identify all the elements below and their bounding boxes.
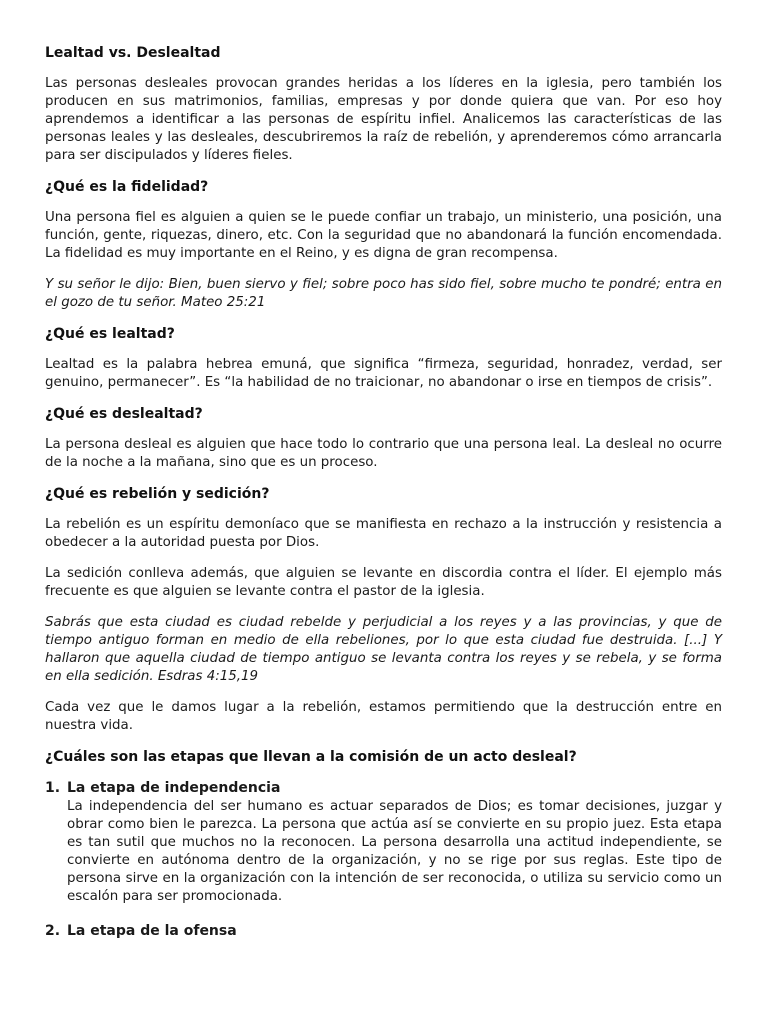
paragraph: La persona desleal es alguien que hace todo lo contrario que una persona leal. La desleal no ocurre de la noche a la mañana, sino que es un proceso. bbox=[45, 437, 722, 470]
stages-list bbox=[45, 779, 722, 940]
stages-heading: ¿Cuáles son las etapas que llevan a la comisión de un acto desleal? bbox=[45, 749, 577, 765]
paragraph: Cada vez que le damos lugar a la rebelión, estamos permitiendo que la destrucción entre en nuestra vida. bbox=[45, 700, 722, 733]
scripture-quote: Sabrás que esta ciudad es ciudad rebelde y perjudicial a los reyes y a las provincias, y que de tiempo antiguo forman en medio de ella rebeliones, por lo que esta ciudad fue destruida. [...] Y hallaron que aquella ciudad de tiempo antiguo se levanta contra los reyes y se rebela, y se forma en ella sedición. Esdras 4:15,19 bbox=[45, 615, 722, 684]
section-heading-lealtad: ¿Qué es lealtad? bbox=[45, 326, 175, 342]
list-item bbox=[45, 922, 722, 940]
stage-title-row bbox=[45, 779, 722, 797]
paragraph: La rebelión es un espíritu demoníaco que se manifiesta en rechazo a la instrucción y resistencia a obedecer a la autoridad puesta por Dios. bbox=[45, 517, 722, 550]
stage-body: La independencia del ser humano es actuar separados de Dios; es tomar decisiones, juzgar y obrar como bien le parezca. La persona que actúa así se convierte en su propio juez. Esta etapa es tan sutil que muchos no la reconocen. La persona desarrolla una actitud independiente, se convierte en autónoma dentro de la organización, y no se rige por sus reglas. Este tipo de persona sirve en la organización con la intención de ser reconocida, o utiliza su servicio como un escalón para ser promocionada. bbox=[67, 799, 722, 904]
stage-number: 2. bbox=[45, 923, 61, 939]
stage-number: 1. bbox=[45, 780, 61, 796]
document-title: Lealtad vs. Deslealtad bbox=[45, 45, 221, 61]
section-heading-deslealtad: ¿Qué es deslealtad? bbox=[45, 406, 203, 422]
section-heading-fidelidad: ¿Qué es la fidelidad? bbox=[45, 179, 209, 195]
paragraph: La sedición conlleva además, que alguien se levante en discordia contra el líder. El ejemplo más frecuente es que alguien se levante contra el pastor de la iglesia. bbox=[45, 566, 722, 599]
stage-title-row bbox=[45, 922, 722, 940]
section-heading-rebelion: ¿Qué es rebelión y sedición? bbox=[45, 486, 270, 502]
stage-title: La etapa de la ofensa bbox=[67, 923, 237, 939]
paragraph: Lealtad es la palabra hebrea emuná, que significa “firmeza, seguridad, honradez, verdad, ser genuino, permanecer”. Es “la habilidad de no traicionar, no abandonar o irse en tiempos de crisis”. bbox=[45, 357, 722, 390]
list-item bbox=[45, 779, 722, 906]
intro-paragraph: Las personas desleales provocan grandes heridas a los líderes en la iglesia, pero también los producen en sus matrimonios, familias, empresas y por donde quiera que van. Por eso hoy aprendemos a identificar a las personas de espíritu infiel. Analicemos las características de las personas leales y las desleales, descubriremos la raíz de rebelión, y aprenderemos cómo arrancarla para ser discipulados y líderes fieles. bbox=[45, 76, 722, 163]
scripture-quote: Y su señor le dijo: Bien, buen siervo y fiel; sobre poco has sido fiel, sobre mucho te pondré; entra en el gozo de tu señor. Mateo 25:21 bbox=[45, 277, 722, 310]
paragraph: Una persona fiel es alguien a quien se le puede confiar un trabajo, un ministerio, una posición, una función, gente, riquezas, dinero, etc. Con la seguridad que no abandonará la función encomendada. La fidelidad es muy importante en el Reino, y es digna de gran recompensa. bbox=[45, 210, 722, 261]
stage-title: La etapa de independencia bbox=[67, 780, 281, 796]
